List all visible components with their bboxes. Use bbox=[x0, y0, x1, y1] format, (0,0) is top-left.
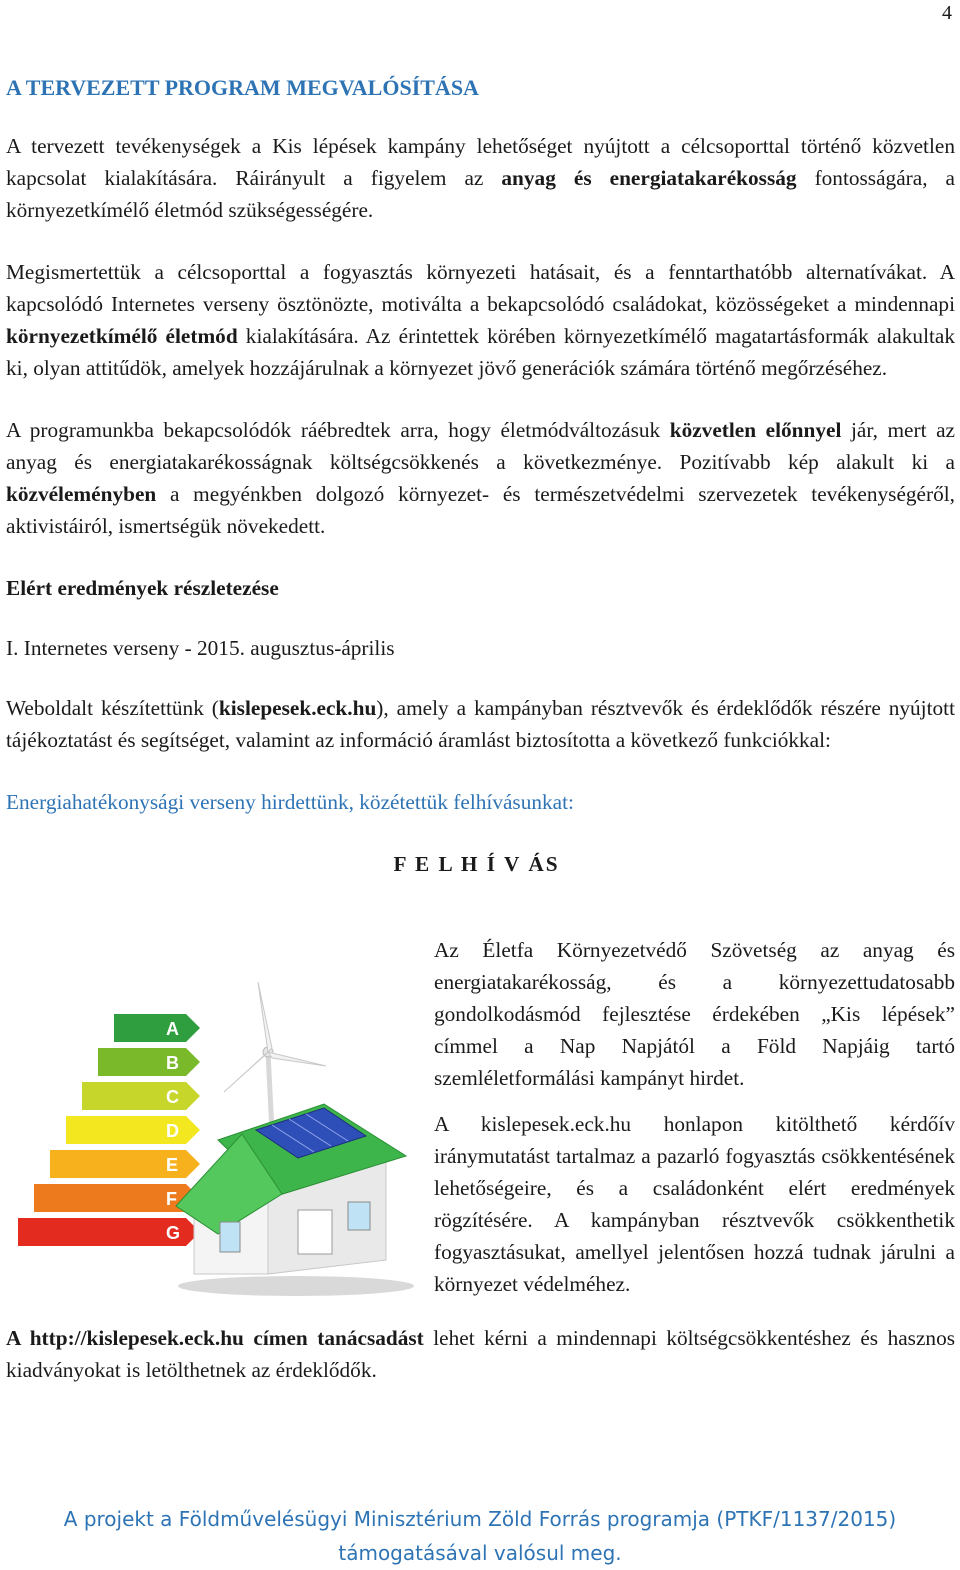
text: Megismertettük a célcsoporttal a fogyasztás környezeti hatásait, és a fenntarthatóbb alternatívákat. A kapcsolódó Internetes verseny ösztönözte, motiválta a bekapcsolódó családokat, közösségeket a mindennapi bbox=[6, 260, 955, 316]
results-heading: Elért eredmények részletezése bbox=[6, 576, 279, 600]
bold-text: anyag és energiatakarékosság bbox=[501, 166, 797, 190]
page-number: 4 bbox=[942, 2, 952, 24]
text: A tervezett tevékenységek a Kis lépések kampány lehetőséget nyújtott a célcsoporttal történő közvetlen kapcsolat kialakítására. Ráirányult a figyelem az bbox=[6, 134, 955, 190]
paragraph-advice bbox=[6, 1322, 955, 1386]
paragraph-consumption bbox=[6, 256, 955, 384]
text: fontosságára, a környezetkímélő életmód szükségességére. bbox=[6, 166, 955, 222]
energy-house-illustration bbox=[6, 974, 426, 1306]
section-title: I. Internetes verseny - 2015. augusztus-április bbox=[6, 636, 395, 660]
notice-paragraph-2: A kislepesek.eck.hu honlapon kitölthető kérdőív iránymutatást tartalmaz a pazarló fogyasztás csökkentésének lehetőségeire, és a családonként elért eredmények rögzítésére. A kampányban résztvevők csökkenthetik fogyasztásukat, amellyel jelentősen hozzá tudnak járulni a környezet védelméhez. bbox=[434, 1112, 955, 1296]
text: jár, mert az anyag és energiatakarékosságnak költségcsökkenés a következménye. Pozitívabb kép alakult ki a bbox=[6, 418, 955, 474]
energy-bar-label: A bbox=[166, 1019, 179, 1039]
text: a megyénkben dolgozó környezet- és természetvédelmi szervezetek tevékenységéről, aktivistáiról, ismertségük növekedett. bbox=[6, 482, 955, 538]
website-link-text: kislepesek.eck.hu bbox=[218, 696, 377, 720]
bold-text: közvéleményben bbox=[6, 482, 157, 506]
energy-bar-d bbox=[66, 1116, 200, 1144]
energy-bar-label: F bbox=[166, 1189, 177, 1209]
energy-bar-label: B bbox=[166, 1053, 179, 1073]
energy-bar-c bbox=[82, 1082, 200, 1110]
bold-text: közvetlen előnnyel bbox=[669, 418, 842, 442]
footer bbox=[0, 1502, 960, 1570]
footer-line-1: A projekt a Földművelésügyi Minisztérium Zöld Forrás programja (PTKF/1137/2015) bbox=[63, 1507, 897, 1531]
document-body bbox=[6, 72, 955, 1386]
energy-bar-label: C bbox=[166, 1087, 179, 1107]
paragraph-intro bbox=[6, 130, 955, 226]
energy-bar-b bbox=[98, 1048, 200, 1076]
advice-bold-text: A http://kislepesek.eck.hu címen tanácsadást bbox=[6, 1326, 424, 1350]
text: ), amely a kampányban résztvevők és érdeklődők részére nyújtott tájékoztatást és segítséget, valamint az információ áramlást biztosította a következő funkciókkal: bbox=[6, 696, 955, 752]
bold-text: környezetkímélő életmód bbox=[6, 324, 238, 348]
text: kialakítására. Az érintettek körében környezetkímélő magatartásformák alakultak ki, olyan attitűdök, amelyek hozzájárulnak a környezet jövő generációk számára történő megőrzéséhez. bbox=[6, 324, 956, 380]
energy-bar-label: G bbox=[166, 1223, 181, 1243]
house-icon bbox=[176, 1104, 406, 1274]
paragraph-benefits bbox=[6, 414, 955, 542]
section-heading: A TERVEZETT PROGRAM MEGVALÓSÍTÁSA bbox=[6, 75, 479, 100]
text: A programunkba bekapcsolódók ráébredtek arra, hogy életmódváltozásuk bbox=[6, 418, 670, 442]
paragraph-website bbox=[6, 692, 955, 756]
energy-bar-label: E bbox=[166, 1155, 179, 1175]
energy-bar-label: D bbox=[166, 1121, 179, 1141]
competition-announcement: Energiahatékonysági verseny hirdettünk, közétettük felhívásunkat: bbox=[6, 790, 574, 814]
ground-shadow bbox=[178, 1276, 414, 1296]
text: Weboldalt készítettünk ( bbox=[6, 696, 219, 720]
text: lehet kérni a mindennapi költségcsökkentéshez és hasznos kiadványokat is letölthetnek az érdeklődők. bbox=[6, 1326, 956, 1382]
energy-bar-a bbox=[114, 1014, 200, 1042]
footer-line-2: támogatásával valósul meg. bbox=[338, 1541, 622, 1565]
felhivas-title: F E L H Í V ÁS bbox=[393, 852, 560, 876]
notice-paragraph-1: Az Életfa Környezetvédő Szövetség az anyag és energiatakarékosság, és a környezettudatosabb gondolkodásmód fejlesztése érdekében „Kis lépések” címmel a Nap Napjától a Föld Napjáig tartó szemléletformálási kampányt hirdet. bbox=[434, 938, 955, 1090]
